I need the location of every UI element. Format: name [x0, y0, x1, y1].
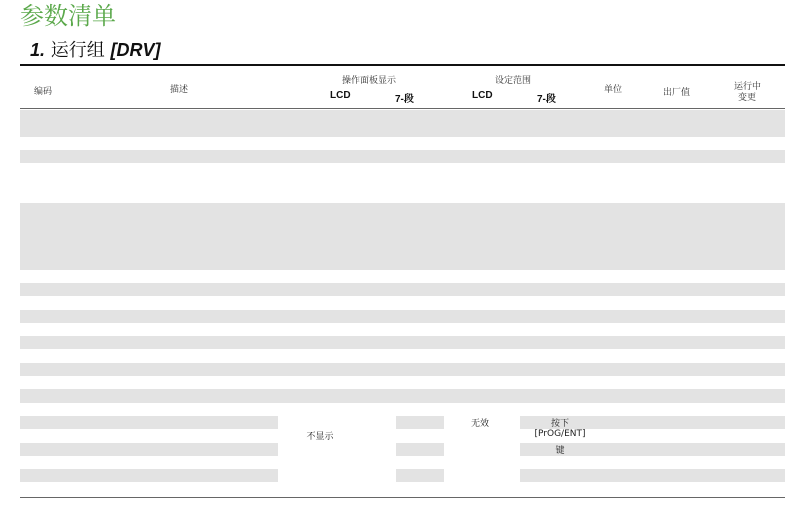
section-name: 运行组 — [50, 40, 105, 61]
header-code: 编码 — [34, 87, 53, 97]
section-title — [30, 38, 160, 63]
table-row — [20, 323, 785, 336]
table-row — [20, 310, 785, 323]
press-key-note-3: 键 — [555, 445, 565, 456]
header-divider — [20, 108, 785, 109]
header-range-seg: 7-段 — [537, 94, 556, 105]
press-key-note-2: [PrOG/ENT] — [534, 429, 586, 440]
table-row — [20, 137, 785, 150]
table-row — [20, 456, 785, 469]
table-row — [20, 349, 785, 362]
table-row — [20, 482, 785, 495]
section-code: [DRV] — [110, 40, 161, 60]
table-row — [20, 283, 785, 296]
table-row — [20, 403, 785, 416]
page-title: 参数清单 — [20, 2, 116, 30]
table-header — [20, 70, 785, 110]
invalid-note: 无效 — [470, 418, 489, 429]
table-row — [20, 163, 785, 203]
section-number: 1. — [30, 40, 46, 60]
no-display-cell — [278, 416, 396, 496]
table-row — [20, 296, 785, 309]
header-unit: 单位 — [604, 85, 623, 95]
table-row — [20, 376, 785, 389]
header-desc: 描述 — [170, 85, 189, 95]
table-row — [20, 203, 785, 270]
header-runtime-2: 变更 — [738, 93, 757, 103]
no-display-note: 不显示 — [306, 432, 334, 443]
header-panel: 操作面板显示 — [342, 76, 397, 86]
table-row — [20, 363, 785, 376]
header-runtime-1: 运行中 — [734, 82, 762, 92]
press-key-note-1: 按下 — [550, 418, 569, 429]
table-bottom-divider — [20, 497, 785, 498]
header-range-lcd: LCD — [472, 90, 493, 101]
table-row — [20, 416, 785, 429]
title-divider — [20, 64, 785, 66]
table-row — [20, 110, 785, 137]
header-lcd: LCD — [330, 90, 351, 101]
table-row — [20, 429, 785, 442]
table-row — [20, 389, 785, 402]
table-row — [20, 336, 785, 349]
header-factory: 出厂值 — [663, 88, 691, 98]
table-row — [20, 150, 785, 163]
table-row — [20, 270, 785, 283]
header-range: 设定范围 — [495, 76, 532, 86]
table-row — [20, 443, 785, 456]
header-seg: 7-段 — [395, 94, 414, 105]
table-row — [20, 469, 785, 482]
